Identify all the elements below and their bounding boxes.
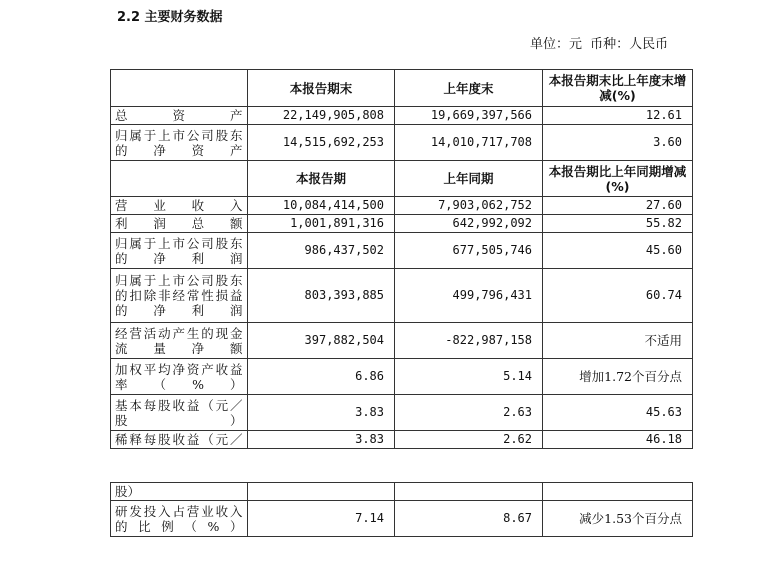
row-label: 总资产 — [111, 107, 248, 125]
row-label: 经营活动产生的现金流量净额 — [111, 323, 248, 359]
header-change-pct: 本报告期末比上年度末增减(%) — [543, 70, 693, 107]
cell-value: 5.14 — [395, 359, 543, 395]
cell-value: 6.86 — [248, 359, 395, 395]
table-row — [111, 107, 693, 125]
cell-value: 7,903,062,752 — [395, 197, 543, 215]
cell-value: 803,393,885 — [248, 269, 395, 323]
unit-line — [530, 33, 672, 52]
table-row — [111, 323, 693, 359]
row-label: 利润总额 — [111, 215, 248, 233]
row-label: 稀释每股收益（元／ — [111, 431, 248, 449]
cell-value: 增加1.72个百分点 — [543, 359, 693, 395]
table-row — [111, 125, 693, 161]
cell-value: 499,796,431 — [395, 269, 543, 323]
unit-label: 单位：元 — [530, 37, 583, 52]
row-label: 基本每股收益（元／股） — [111, 395, 248, 431]
header-change-pct: 本报告期比上年同期增减(%) — [543, 161, 693, 197]
cell-value: 45.63 — [543, 395, 693, 431]
cell-value: 14,515,692,253 — [248, 125, 395, 161]
table-row — [111, 215, 693, 233]
cell-value: 677,505,746 — [395, 233, 543, 269]
cell-value: 8.67 — [395, 501, 543, 537]
cell-value: 986,437,502 — [248, 233, 395, 269]
table-row — [111, 359, 693, 395]
cell-value: 3.83 — [248, 395, 395, 431]
row-label: 研发投入占营业收入的比例（%） — [111, 501, 248, 537]
cell-value — [248, 483, 395, 501]
header-prior-year-end: 上年度末 — [395, 70, 543, 107]
cell-value: 19,669,397,566 — [395, 107, 543, 125]
cell-value: 45.60 — [543, 233, 693, 269]
table-row — [111, 269, 693, 323]
cell-value: 7.14 — [248, 501, 395, 537]
cell-value: 减少1.53个百分点 — [543, 501, 693, 537]
table-row — [111, 483, 693, 501]
table-row — [111, 431, 693, 449]
cell-value: 46.18 — [543, 431, 693, 449]
cell-value: 2.62 — [395, 431, 543, 449]
cell-value: 55.82 — [543, 215, 693, 233]
currency-label: 币种：人民币 — [590, 37, 669, 52]
cell-value: 14,010,717,708 — [395, 125, 543, 161]
row-label: 股） — [111, 483, 248, 501]
financial-data-table — [110, 69, 693, 449]
header-blank — [111, 161, 248, 197]
header-prior-period: 上年同期 — [395, 161, 543, 197]
cell-value: 2.63 — [395, 395, 543, 431]
cell-value: 12.61 — [543, 107, 693, 125]
cell-value: 3.83 — [248, 431, 395, 449]
cell-value: 10,084,414,500 — [248, 197, 395, 215]
cell-value: 1,001,891,316 — [248, 215, 395, 233]
cell-value: 3.60 — [543, 125, 693, 161]
cell-value: 397,882,504 — [248, 323, 395, 359]
row-label: 归属于上市公司股东的净资产 — [111, 125, 248, 161]
row-label: 归属于上市公司股东的净利润 — [111, 233, 248, 269]
table-row — [111, 197, 693, 215]
row-label: 归属于上市公司股东的扣除非经常性损益的净利润 — [111, 269, 248, 323]
table-row — [111, 395, 693, 431]
cell-value — [543, 483, 693, 501]
cell-value: 不适用 — [543, 323, 693, 359]
cell-value — [395, 483, 543, 501]
cell-value: 60.74 — [543, 269, 693, 323]
cell-value: 22,149,905,808 — [248, 107, 395, 125]
table-header-row — [111, 70, 693, 107]
header-blank — [111, 70, 248, 107]
table-header-row — [111, 161, 693, 197]
table-row — [111, 501, 693, 537]
header-period-end: 本报告期末 — [248, 70, 395, 107]
financial-data-table-continued — [110, 482, 693, 537]
section-title: 2.2 主要财务数据 — [117, 10, 223, 25]
table-row — [111, 233, 693, 269]
row-label: 营业收入 — [111, 197, 248, 215]
cell-value: -822,987,158 — [395, 323, 543, 359]
cell-value: 642,992,092 — [395, 215, 543, 233]
header-period: 本报告期 — [248, 161, 395, 197]
row-label: 加权平均净资产收益率（%） — [111, 359, 248, 395]
cell-value: 27.60 — [543, 197, 693, 215]
